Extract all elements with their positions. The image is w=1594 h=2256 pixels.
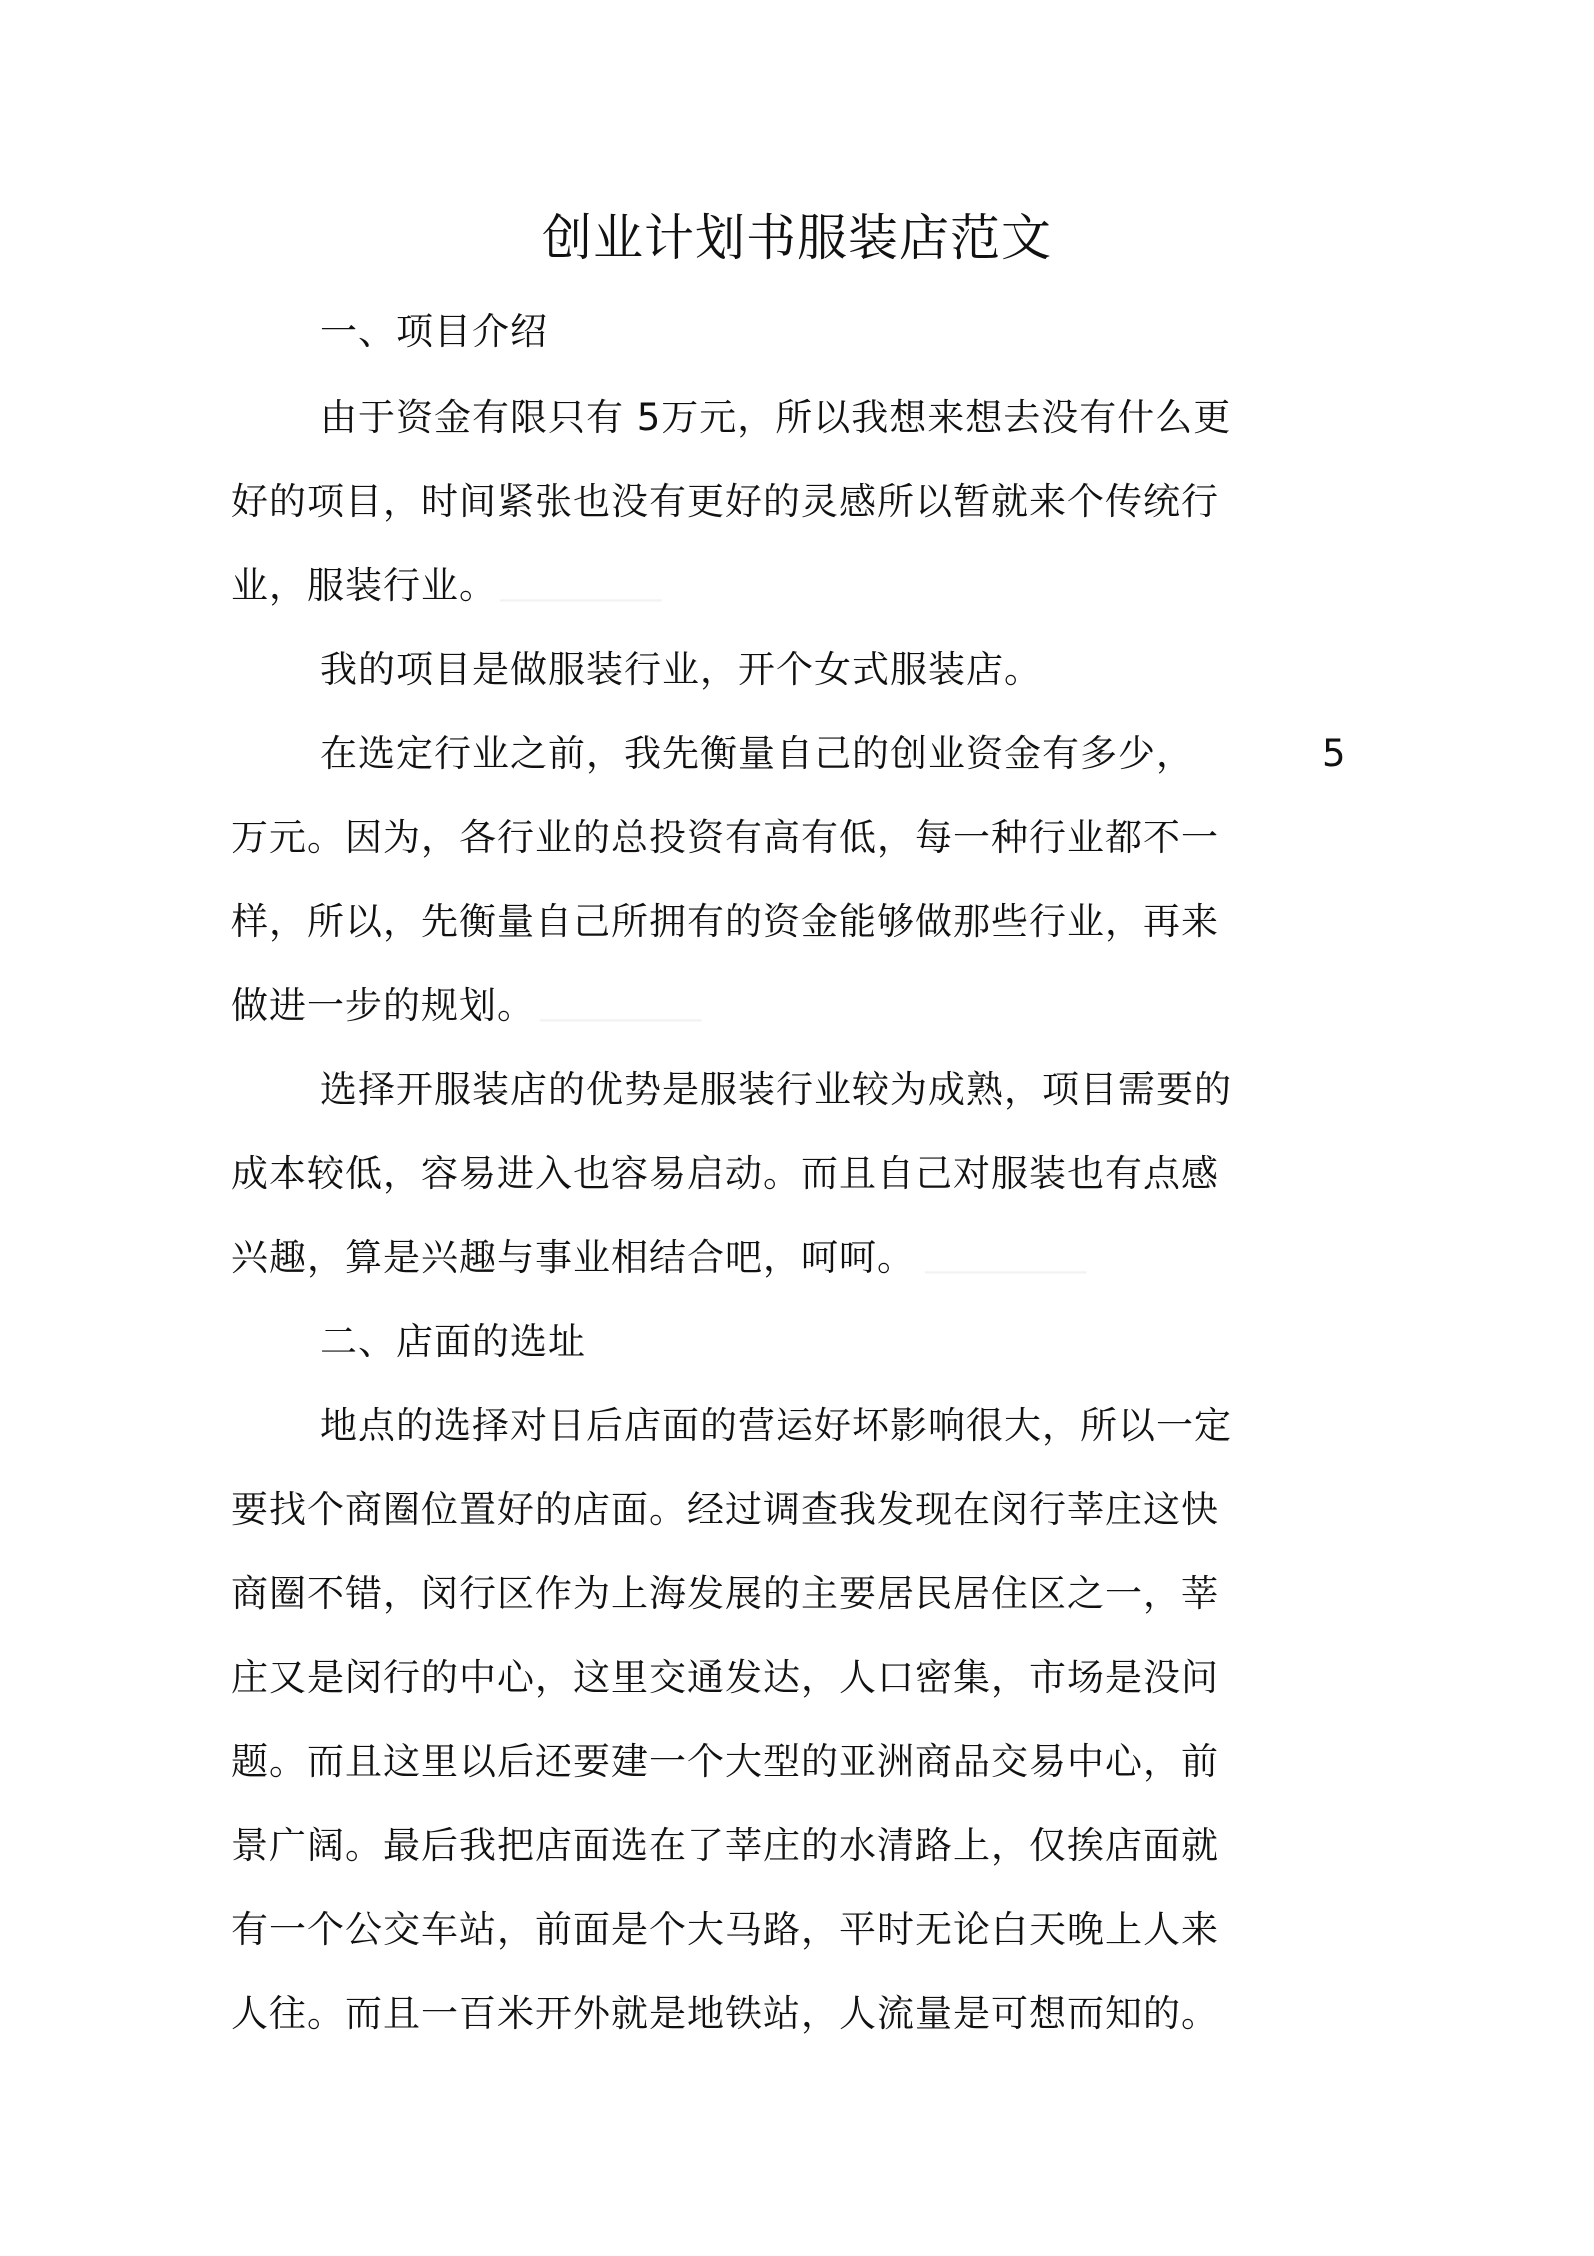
watermark-decoration: ▁▁▁▁▁▁▁▁▁▁▁▁▁▁▁: [500, 586, 662, 602]
section-heading-store-location: 二、店面的选址: [320, 1320, 586, 1363]
paragraph-line: 我的项目是做服装行业，开个女式服装店。: [320, 648, 1042, 691]
paragraph-line: 地点的选择对日后店面的营运好坏影响很大，所以一定: [320, 1404, 1232, 1447]
paragraph-line: 选择开服装店的优势是服装行业较为成熟，项目需要的: [320, 1068, 1232, 1111]
page-title: 创业计划书服装店范文: [542, 209, 1052, 267]
paragraph-line: 成本较低，容易进入也容易启动。而且自己对服装也有点感: [231, 1152, 1219, 1195]
paragraph-line: 万元。因为，各行业的总投资有高有低，每一种行业都不一: [231, 816, 1219, 859]
paragraph-line: 由于资金有限只有 5万元，所以我想来想去没有什么更: [320, 396, 1232, 439]
paragraph-line: 样，所以，先衡量自己所拥有的资金能够做那些行业，再来: [231, 900, 1219, 943]
paragraph-number: 5: [1322, 732, 1346, 775]
paragraph-line: 好的项目，时间紧张也没有更好的灵感所以暂就来个传统行: [231, 480, 1219, 523]
paragraph-line: 庄又是闵行的中心，这里交通发达，人口密集，市场是没问: [231, 1656, 1219, 1699]
paragraph-line: 人往。而且一百米开外就是地铁站，人流量是可想而知的。: [231, 1992, 1219, 2035]
paragraph-line: 有一个公交车站，前面是个大马路，平时无论白天晚上人来: [231, 1908, 1219, 1951]
paragraph-line: 题。而且这里以后还要建一个大型的亚洲商品交易中心，前: [231, 1740, 1219, 1783]
paragraph-line: 兴趣，算是兴趣与事业相结合吧，呵呵。: [231, 1236, 915, 1279]
paragraph-line: 景广阔。最后我把店面选在了莘庄的水清路上，仅挨店面就: [231, 1824, 1219, 1867]
watermark-decoration: ▁▁▁▁▁▁▁▁▁▁▁▁▁▁▁: [925, 1258, 1087, 1274]
paragraph-line: 业，服装行业。: [231, 564, 497, 607]
paragraph-line: 在选定行业之前，我先衡量自己的创业资金有多少，: [320, 732, 1194, 775]
paragraph-line: 要找个商圈位置好的店面。经过调查我发现在闵行莘庄这快: [231, 1488, 1219, 1531]
paragraph-line: 商圈不错，闵行区作为上海发展的主要居民居住区之一，莘: [231, 1572, 1219, 1615]
paragraph-line: 做进一步的规划。: [231, 984, 535, 1027]
section-heading-project-intro: 一、项目介绍: [320, 310, 548, 353]
watermark-decoration: ▁▁▁▁▁▁▁▁▁▁▁▁▁▁▁: [540, 1006, 702, 1022]
